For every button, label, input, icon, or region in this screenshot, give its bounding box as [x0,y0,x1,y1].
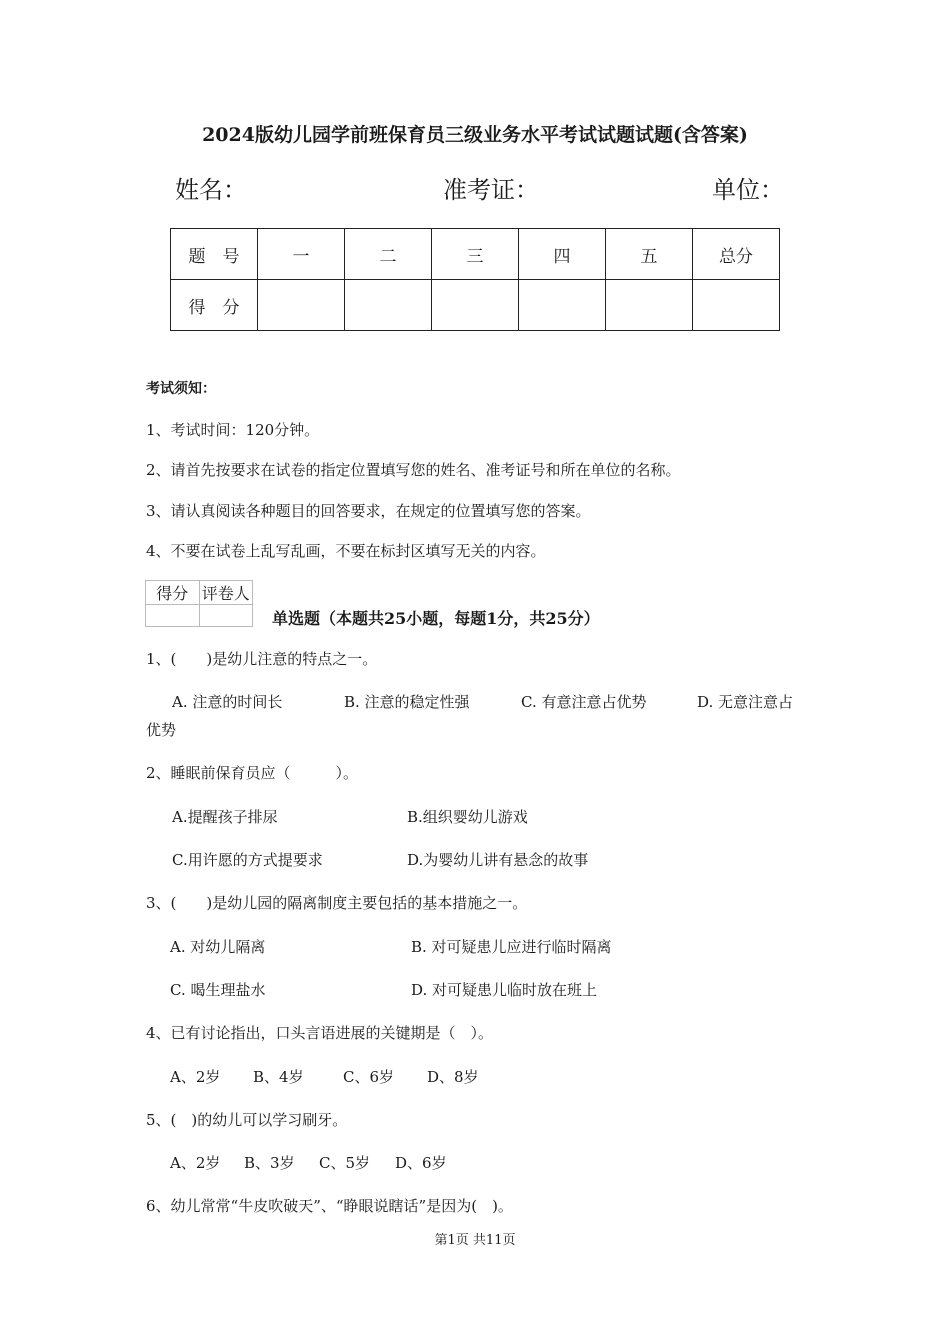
question-option: A. 注意的时间长 [172,693,283,711]
question-option: D. 对可疑患儿临时放在班上 [411,981,598,999]
question-option: C.用许愿的方式提要求 [172,851,323,869]
question-option: C、6岁 [343,1068,395,1086]
grader-score-cell[interactable] [146,605,200,627]
grader-name-label: 评卷人 [199,581,253,605]
page-title: 2024版幼儿园学前班保育员三级业务水平考试试题试题(含答案) [202,124,748,146]
notice-item: 4、不要在试卷上乱写乱画，不要在标封区填写无关的内容。 [146,542,546,560]
score-header-cell: 二 [345,229,432,280]
score-header-cell: 一 [258,229,345,280]
grader-name-cell[interactable] [199,605,253,627]
question-stem: 1、( )是幼儿注意的特点之一。 [146,650,378,668]
notice-heading: 考试须知： [146,381,216,397]
question-option: A、2岁 [170,1068,221,1086]
question-option: B、3岁 [244,1154,295,1172]
question-option: B. 对可疑患儿应进行临时隔离 [411,938,612,956]
name-field-label: 姓名： [175,176,247,204]
score-header-cell: 四 [519,229,606,280]
question-option: B、4岁 [253,1068,304,1086]
score-header-cell: 五 [606,229,693,280]
question-stem: 5、( )的幼儿可以学习刷牙。 [146,1111,348,1129]
score-cell[interactable] [606,280,693,331]
question-option: C、5岁 [319,1154,371,1172]
question-option-wrap: 优势 [146,721,177,739]
question-option: D、8岁 [427,1068,479,1086]
unit-field-label: 单位： [712,176,784,204]
question-option: D、6岁 [395,1154,447,1172]
question-option: D. 无意注意占 [697,693,794,711]
notice-item: 2、请首先按要求在试卷的指定位置填写您的姓名、准考证号和所在单位的名称。 [146,461,681,479]
question-option: A、2岁 [170,1154,221,1172]
question-option: D.为婴幼儿讲有悬念的故事 [407,851,589,869]
page-footer: 第1页 共11页 [434,1233,516,1248]
question-option: A. 对幼儿隔离 [170,938,266,956]
question-option: C. 喝生理盐水 [170,981,266,999]
score-cell[interactable] [693,280,780,331]
section-title: 单选题（本题共25小题，每题1分，共25分） [272,609,600,628]
grader-score-label: 得分 [146,581,200,605]
score-header-cell: 三 [432,229,519,280]
score-header-cell: 总分 [693,229,780,280]
score-table [170,228,780,331]
question-option: B.组织婴幼儿游戏 [407,808,528,826]
notice-item: 3、请认真阅读各种题目的回答要求，在规定的位置填写您的答案。 [146,502,591,520]
score-header-cell: 题 号 [171,229,258,280]
score-cell[interactable] [258,280,345,331]
question-stem: 4、已有讨论指出，口头言语进展的关键期是（ ）。 [146,1024,494,1042]
question-option: C. 有意注意占优势 [521,693,647,711]
question-option: A.提醒孩子排尿 [172,808,278,826]
score-cell[interactable] [432,280,519,331]
score-row-label: 得 分 [171,280,258,331]
question-option: B. 注意的稳定性强 [344,693,470,711]
notice-item: 1、考试时间：120分钟。 [146,421,320,439]
question-stem: 2、睡眠前保育员应（ ）。 [146,764,359,782]
score-cell[interactable] [345,280,432,331]
score-table-score-row [171,280,780,331]
score-cell[interactable] [519,280,606,331]
question-stem: 6、幼儿常常“牛皮吹破天”、“睁眼说瞎话”是因为( )。 [146,1197,513,1215]
exam-number-field-label: 准考证： [443,176,539,204]
grader-box [145,580,253,627]
score-table-header-row [171,229,780,280]
question-stem: 3、( )是幼儿园的隔离制度主要包括的基本措施之一。 [146,894,528,912]
